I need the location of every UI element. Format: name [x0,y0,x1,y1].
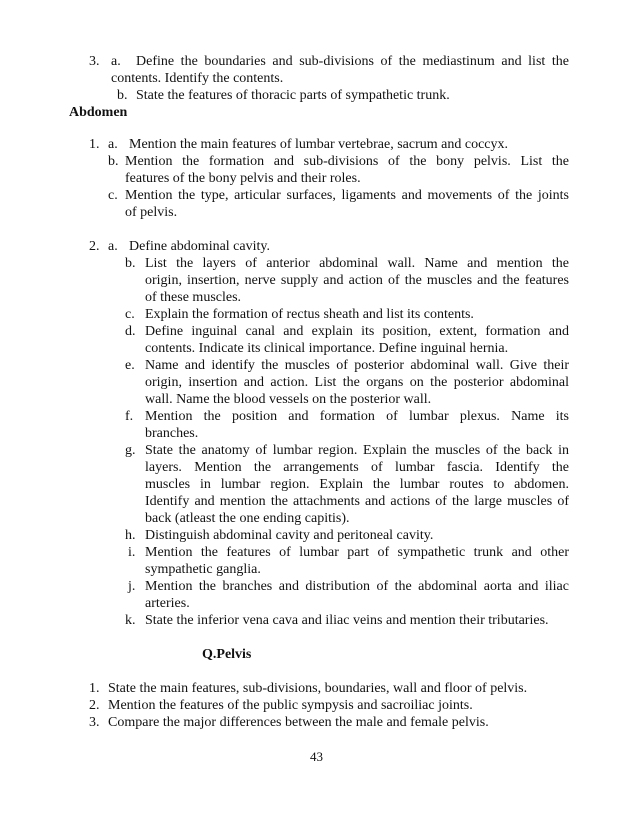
pelvis-item-text: Compare the major differences between the male and female pelvis. [108,715,489,730]
abdomen-q2-i-marker: i. [128,545,136,560]
abdomen-q1-c-marker: c. [108,188,118,203]
abdomen-q2-number: 2. [89,239,100,254]
q3-a-marker: a. [111,54,121,69]
abdomen-q2-f-marker: f. [125,409,134,424]
q3-a-line2: contents. Identify the contents. [111,71,284,86]
abdomen-q2-a-marker: a. [108,239,118,254]
pelvis-item-number: 1. [89,681,100,696]
pelvis-item-text: Mention the features of the public sympysis and sacroiliac joints. [108,698,473,713]
abdomen-q2-h-line: Distinguish abdominal cavity and peritoneal cavity. [145,528,434,543]
abdomen-q2-i-line: sympathetic ganglia. [145,562,261,577]
abdomen-q2-f-line: branches. [145,426,199,441]
page-number: 43 [310,749,323,764]
q3-number: 3. [89,54,100,69]
abdomen-q1-b-marker: b. [108,154,119,169]
q3-a-line1: Define the boundaries and sub-divisions of the mediastinum and list the [136,54,569,69]
abdomen-q2-h-marker: h. [125,528,136,543]
abdomen-q2-k-marker: k. [125,613,136,628]
q3-b-marker: b. [117,88,128,103]
abdomen-q2-g-line: layers. Mention the arrangements of lumbar fascia. Identify the [145,460,569,475]
abdomen-q2-e-line: Name and identify the muscles of posterior abdominal wall. Give their [145,358,569,373]
abdomen-q1-c-line1: Mention the type, articular surfaces, ligaments and movements of the joints [125,188,569,203]
abdomen-q2-d-marker: d. [125,324,136,339]
abdomen-q2-d-line: Define inguinal canal and explain its position, extent, formation and [145,324,569,339]
abdomen-q2-j-line: Mention the branches and distribution of the abdominal aorta and iliac [145,579,569,594]
abdomen-q2-b-marker: b. [125,256,136,271]
abdomen-q2-k-line: State the inferior vena cava and iliac veins and mention their tributaries. [145,613,549,628]
abdomen-q2-a-line1: Define abdominal cavity. [129,239,270,254]
pelvis-item-number: 2. [89,698,100,713]
abdomen-q2-d-line: contents. Indicate its clinical importance. Define inguinal hernia. [145,341,509,356]
abdomen-q2-i-line: Mention the features of lumbar part of sympathetic trunk and other [145,545,569,560]
abdomen-q1-number: 1. [89,137,100,152]
section-heading-pelvis: Q.Pelvis [202,647,252,662]
abdomen-q2-g-line: Identify and mention the attachments and actions of the large muscles of [145,494,569,509]
abdomen-q2-e-marker: e. [125,358,135,373]
abdomen-q1-b-line2: features of the bony pelvis and their roles. [125,171,361,186]
abdomen-q2-g-marker: g. [125,443,136,458]
pelvis-item-text: State the main features, sub-divisions, boundaries, wall and floor of pelvis. [108,681,528,696]
abdomen-q1-c-line2: of pelvis. [125,205,178,220]
abdomen-q2-f-line: Mention the position and formation of lumbar plexus. Name its [145,409,569,424]
q3-b-line1: State the features of thoracic parts of sympathetic trunk. [136,88,450,103]
abdomen-q2-b-line: origin, insertion, nerve supply and action of the muscles and the features [145,273,569,288]
abdomen-q2-g-line: State the anatomy of lumbar region. Explain the muscles of the back in [145,443,569,458]
abdomen-q1-a-line1: Mention the main features of lumbar vertebrae, sacrum and coccyx. [129,137,509,152]
abdomen-q2-c-marker: c. [125,307,135,322]
abdomen-q1-b-line1: Mention the formation and sub-divisions of the bony pelvis. List the [125,154,569,169]
abdomen-q2-c-line: Explain the formation of rectus sheath and list its contents. [145,307,474,322]
abdomen-q2-g-line: muscles in lumbar region. Explain the lumbar routes to abdomen. [145,477,569,492]
section-heading-abdomen: Abdomen [69,105,128,120]
abdomen-q2-j-marker: j. [128,579,136,594]
abdomen-q1-a-marker: a. [108,137,118,152]
abdomen-q2-g-line: back (atleast the one ending capitis). [145,511,350,526]
abdomen-q2-e-line: wall. Name the blood vessels on the posterior wall. [145,392,432,407]
abdomen-q2-e-line: origin, insertion and action. List the organs on the posterior abdominal [145,375,569,390]
abdomen-q2-b-line: List the layers of anterior abdominal wall. Name and mention the [145,256,569,271]
abdomen-q2-b-line: of these muscles. [145,290,242,305]
abdomen-q2-j-line: arteries. [145,596,190,611]
pelvis-item-number: 3. [89,715,100,730]
